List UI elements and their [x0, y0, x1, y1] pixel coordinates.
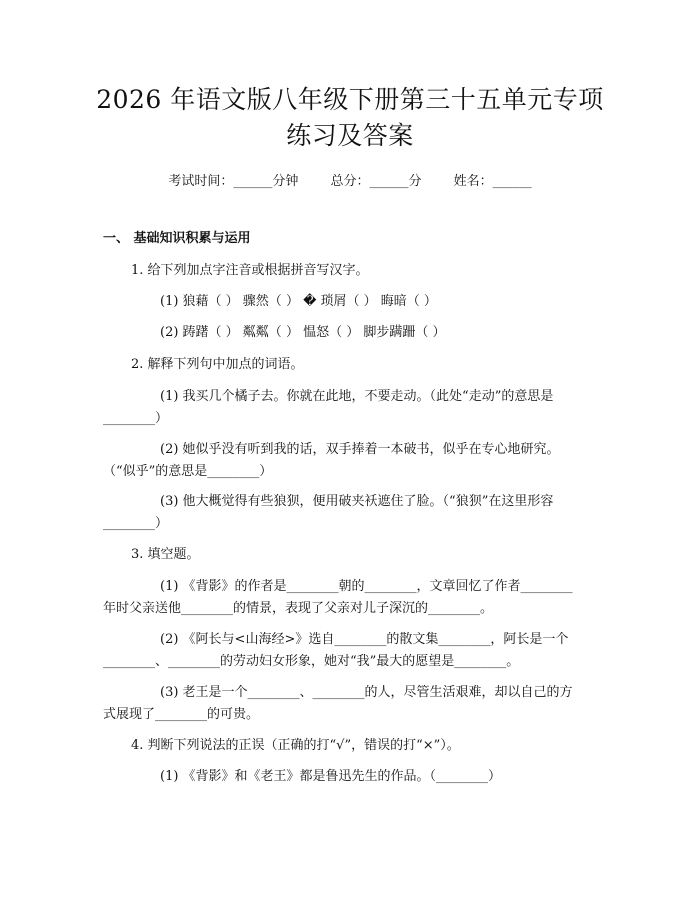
- exam-info: [0, 170, 700, 189]
- question-1: 1. 给下列加点字注音或根据拼音写汉字。: [131, 263, 369, 278]
- question-2-item-2b: （“似乎”的意思是________）: [103, 464, 273, 479]
- question-3-item-3a: (3) 老王是一个________、________的人，尽管生活艰难，却以自己的方: [160, 685, 573, 700]
- question-2-item-3a: (3) 他大概觉得有些狼狈，便用破夹袄遮住了脸。（“狼狈”在这里形容: [160, 494, 554, 509]
- page-title-line2: 练习及答案: [286, 121, 414, 150]
- question-2-item-1b: ________）: [103, 411, 169, 426]
- question-4: 4. 判断下列说法的正误（正确的打“√”，错误的打“×”）。: [131, 738, 460, 753]
- question-2: 2. 解释下列句中加点的词语。: [131, 357, 304, 372]
- question-4-item-1: (1) 《背影》和《老王》都是鲁迅先生的作品。（________）: [160, 769, 502, 784]
- exam-name: 姓名：______: [453, 174, 532, 189]
- question-3-item-3b: 式展现了________的可贵。: [103, 707, 260, 722]
- question-3-item-2a: (2) 《阿长与<山海经>》选自________的散文集________，阿长是一个: [160, 632, 569, 647]
- question-3: 3. 填空题。: [131, 547, 200, 562]
- page-title-line1: 2026 年语文版八年级下册第三十五单元专项: [96, 85, 604, 114]
- question-1-line-2: (2) 踌躇（ ） 粼粼（ ） 愠怒（ ） 脚步蹒跚（ ）: [160, 325, 446, 340]
- question-2-item-1a: (1) 我买几个橘子去。你就在此地，不要走动。（此处“走动”的意思是: [160, 389, 554, 404]
- question-3-item-1b: 年时父亲送他________的情景，表现了父亲对儿子深沉的________。: [103, 601, 494, 616]
- question-2-item-2a: (2) 她似乎没有听到我的话，双手捧着一本破书，似乎在专心地研究。: [160, 442, 560, 457]
- question-3-item-1a: (1) 《背影》的作者是________朝的________，文章回忆了作者________: [160, 579, 573, 594]
- question-2-item-3b: ________）: [103, 516, 169, 531]
- exam-score: 总分：______分: [330, 174, 422, 189]
- exam-time: 考试时间：______分钟: [168, 174, 299, 189]
- question-3-item-2b: ________、________的劳动妇女形象，她对“我”最大的愿望是________。: [103, 654, 520, 669]
- section-heading: 一、 基础知识积累与运用: [103, 231, 251, 246]
- question-1-line-1: (1) 狼藉（ ） 骤然（ ） � 琐屑（ ） 晦暗（ ）: [160, 294, 437, 309]
